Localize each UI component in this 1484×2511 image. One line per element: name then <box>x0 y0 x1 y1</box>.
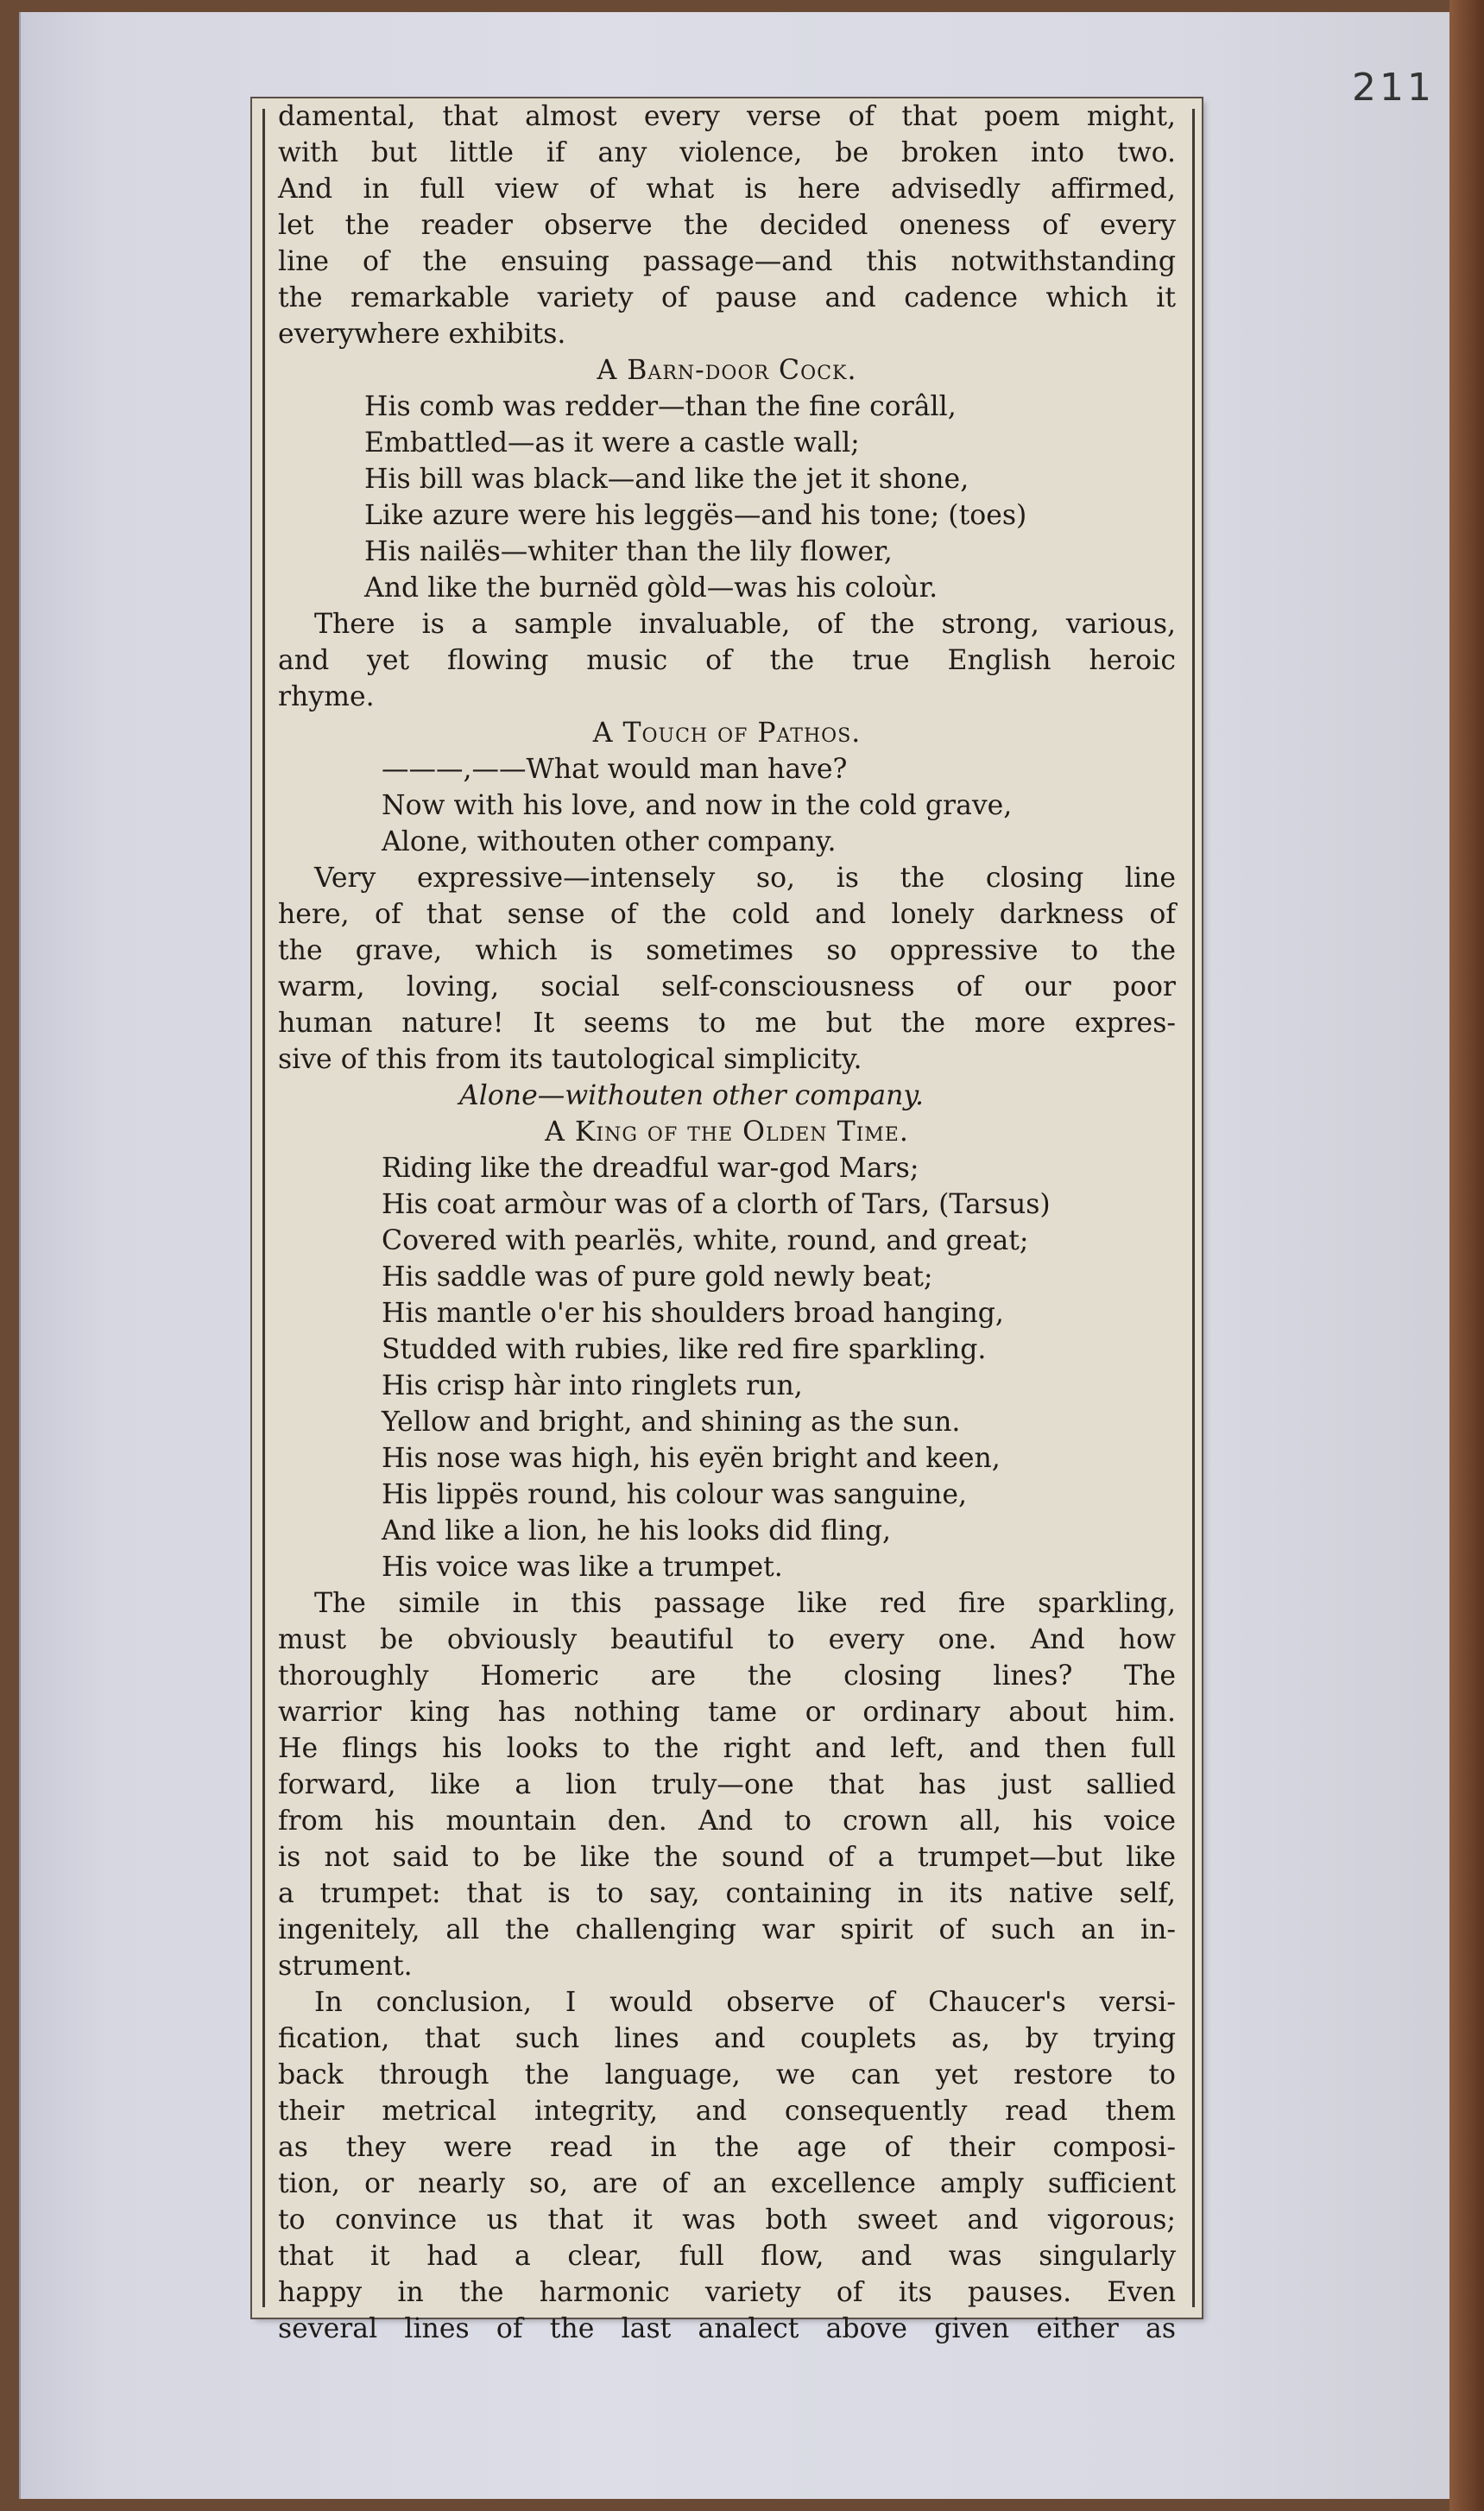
para3-line: human nature! It seems to me but the more expres- <box>278 1008 1176 1039</box>
para5-line: several lines of the last analect above given either as <box>278 2313 1176 2344</box>
poem-line: Embattled—as it were a castle wall; <box>364 427 860 459</box>
poem-line: His comb was redder—than the fine corâll, <box>364 391 957 422</box>
para4-line: from his mountain den. And to crown all, his voice <box>278 1806 1176 1837</box>
para5-line: their metrical integrity, and consequently read them <box>278 2096 1176 2127</box>
para5-line: fication, that such lines and couplets as, by trying <box>278 2023 1176 2054</box>
poem-line: Alone, withouten other company. <box>382 826 837 857</box>
poem-line: His lippës round, his colour was sanguine, <box>382 1479 967 1510</box>
poem-line: His mantle o'er his shoulders broad hanging, <box>382 1298 1004 1329</box>
para4-line: a trumpet: that is to say, containing in its native self, <box>278 1878 1176 1909</box>
poem-line: Yellow and bright, and shining as the sun. <box>382 1407 961 1438</box>
para4-line: The simile in this passage like red fire sparkling, <box>314 1588 1176 1619</box>
para1-line: line of the ensuing passage—and this notwithstanding <box>278 246 1176 277</box>
para1-line: the remarkable variety of pause and cadence which it <box>278 282 1176 313</box>
para4-line: ingenitely, all the challenging war spirit of such an in- <box>278 1914 1176 1945</box>
book-page <box>19 12 1461 2499</box>
poem-line: His coat armòur was of a clorth of Tars, (Tarsus) <box>382 1189 1051 1220</box>
para1-line: with but little if any violence, be broken into two. <box>278 137 1176 168</box>
poem-line: Like azure were his leggës—and his tone; (toes) <box>364 500 1027 531</box>
para5-line: as they were read in the age of their composi- <box>278 2132 1176 2163</box>
para5-line: to convince us that it was both sweet and vigorous; <box>278 2204 1176 2236</box>
para3-line: warm, loving, social self-consciousness of our poor <box>278 971 1176 1003</box>
para4-line: warrior king has nothing tame or ordinary about him. <box>278 1697 1176 1728</box>
para2-line: There is a sample invaluable, of the strong, various, <box>314 609 1176 640</box>
book-spine-edge <box>1449 0 1484 2511</box>
para5-line: happy in the harmonic variety of its pauses. Even <box>278 2277 1176 2308</box>
para5-line: tion, or nearly so, are of an excellence amply sufficient <box>278 2168 1176 2199</box>
article-text <box>278 98 1176 2344</box>
poem-line: His nailës—whiter than the lily flower, <box>364 536 893 567</box>
poem-line: ———,——What would man have? <box>382 754 848 785</box>
poem-line: Riding like the dreadful war-god Mars; <box>382 1153 919 1184</box>
para4-line: thoroughly Homeric are the closing lines? The <box>278 1660 1176 1692</box>
para4-line: is not said to be like the sound of a trumpet—but like <box>278 1842 1176 1873</box>
para5-line: In conclusion, I would observe of Chaucer's versi- <box>314 1987 1176 2018</box>
para2-line: rhyme. <box>278 681 375 712</box>
newspaper-clipping <box>252 98 1202 2344</box>
poem-line: His voice was like a trumpet. <box>382 1552 783 1583</box>
para5-line: back through the language, we can yet restore to <box>278 2059 1176 2090</box>
para2-line: and yet flowing music of the true English heroic <box>278 645 1176 676</box>
poem-line: His crisp hàr into ringlets run, <box>382 1370 803 1401</box>
para4-line: forward, like a lion truly—one that has just sallied <box>278 1769 1176 1800</box>
para3-line: the grave, which is sometimes so oppressive to the <box>278 935 1176 966</box>
poem-title: A Touch of Pathos. <box>592 718 862 749</box>
para4-line: He flings his looks to the right and left, and then full <box>278 1733 1176 1764</box>
poem-line: And like the burnëd gòld—was his coloùr. <box>364 572 938 604</box>
para4-line: must be obviously beautiful to every one. And how <box>278 1624 1176 1655</box>
poem-title: A Barn-door Cock. <box>597 355 857 386</box>
para4-line: strument. <box>278 1951 413 1982</box>
para3-line: Very expressive—intensely so, is the closing line <box>314 863 1176 894</box>
poem-line: Studded with rubies, like red fire sparkling. <box>382 1334 987 1365</box>
poem-line: His bill was black—and like the jet it shone, <box>364 464 969 495</box>
poem-title: A King of the Olden Time. <box>545 1116 909 1148</box>
para1-line: let the reader observe the decided oneness of every <box>278 210 1176 241</box>
page-number: 211 <box>1352 66 1435 110</box>
poem-line: His saddle was of pure gold newly beat; <box>382 1262 933 1293</box>
para1-line: damental, that almost every verse of that poem might, <box>278 101 1176 132</box>
para1-line: And in full view of what is here advisedly affirmed, <box>278 174 1176 205</box>
para1-line: everywhere exhibits. <box>278 319 566 350</box>
poem-line: And like a lion, he his looks did fling, <box>382 1515 892 1546</box>
poem-line: Now with his love, and now in the cold grave, <box>382 790 1013 821</box>
poem-line: His nose was high, his eyën bright and keen, <box>382 1443 1001 1474</box>
para3-line: sive of this from its tautological simplicity. <box>278 1044 862 1075</box>
para3-line: here, of that sense of the cold and lonely darkness of <box>278 899 1176 930</box>
quote-line: Alone—withouten other company. <box>459 1080 925 1111</box>
para5-line: that it had a clear, full flow, and was singularly <box>278 2241 1176 2272</box>
poem-line: Covered with pearlës, white, round, and great; <box>382 1225 1029 1256</box>
